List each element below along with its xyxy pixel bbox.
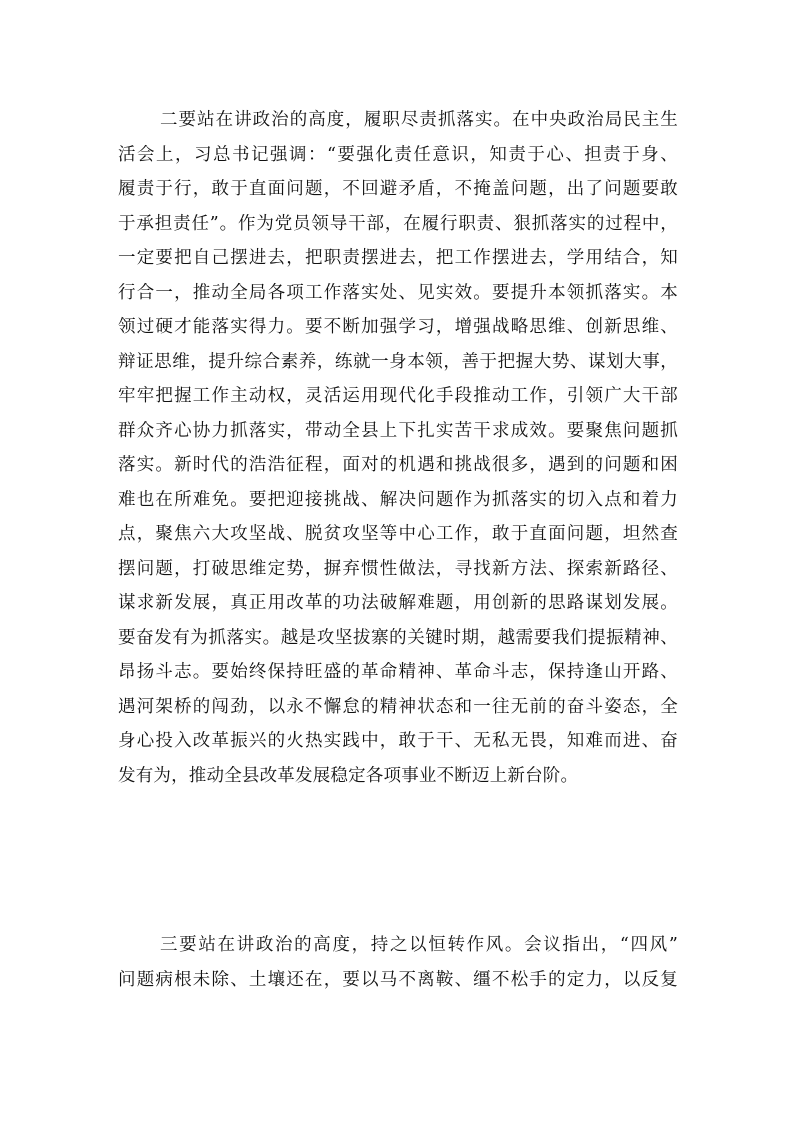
paragraph-line: 群众齐心协力抓落实，带动全县上下扎实苦干求成效。要聚焦问题抓 — [118, 420, 678, 441]
paragraph-line: 发有为，推动全县改革发展稳定各项事业不断迈上新台阶。 — [118, 765, 579, 786]
paragraph-line: 问题病根未除、土壤还在，要以马不离鞍、缰不松手的定力，以反复 — [118, 969, 678, 990]
paragraph-line: 谋求新发展，真正用改革的功法破解难题，用创新的思路谋划发展。 — [118, 593, 678, 613]
paragraph-line: 三要站在讲政治的高度，持之以恒转作风。会议指出，“四风” — [160, 935, 678, 955]
paragraph-line: 难也在所难免。要把迎接挑战、解决问题作为抓落实的切入点和着力 — [118, 489, 678, 510]
paragraph-line: 领过硬才能落实得力。要不断加强学习，增强战略思维、创新思维、 — [118, 317, 678, 337]
paragraph-two — [118, 103, 678, 793]
paragraph-line: 于承担责任”。作为党员领导干部，在履行职责、狠抓落实的过程中， — [118, 213, 678, 234]
paragraph-line: 活会上，习总书记强调：“要强化责任意识，知责于心、担责于身、 — [118, 144, 678, 165]
paragraph-line: 昂扬斗志。要始终保持旺盛的革命精神、革命斗志，保持逢山开路、 — [118, 662, 678, 682]
paragraph-line: 辩证思维，提升综合素养，练就一身本领，善于把握大势、谋划大事， — [118, 351, 678, 372]
paragraph-line: 遇河架桥的闯劲，以永不懈怠的精神状态和一往无前的奋斗姿态，全 — [118, 696, 678, 717]
paragraph-line: 身心投入改革振兴的火热实践中，敢于干、无私无畏，知难而进、奋 — [118, 731, 678, 751]
paragraph-three — [118, 928, 678, 997]
paragraph-line: 点，聚焦六大攻坚战、脱贫攻坚等中心工作，敢于直面问题，坦然查 — [118, 524, 678, 544]
paragraph-line: 牢牢把握工作主动权，灵活运用现代化手段推动工作，引领广大干部 — [118, 386, 678, 406]
paragraph-line: 落实。新时代的浩浩征程，面对的机遇和挑战很多，遇到的问题和困 — [118, 455, 678, 475]
paragraph-line: 摆问题，打破思维定势，摒弃惯性做法，寻找新方法、探索新路径、 — [118, 558, 678, 579]
paragraph-line: 一定要把自己摆进去，把职责摆进去，把工作摆进去，学用结合，知 — [118, 248, 678, 268]
paragraph-line: 行合一，推动全局各项工作落实处、见实效。要提升本领抓落实。本 — [118, 282, 678, 303]
paragraph-line: 二要站在讲政治的高度，履职尽责抓落实。在中央政治局民主生 — [160, 110, 678, 130]
paragraph-line: 履责于行，敢于直面问题，不回避矛盾，不掩盖问题，出了问题要敢 — [118, 179, 678, 199]
paragraph-line: 要奋发有为抓落实。越是攻坚拔寨的关键时期，越需要我们提振精神、 — [118, 627, 678, 648]
